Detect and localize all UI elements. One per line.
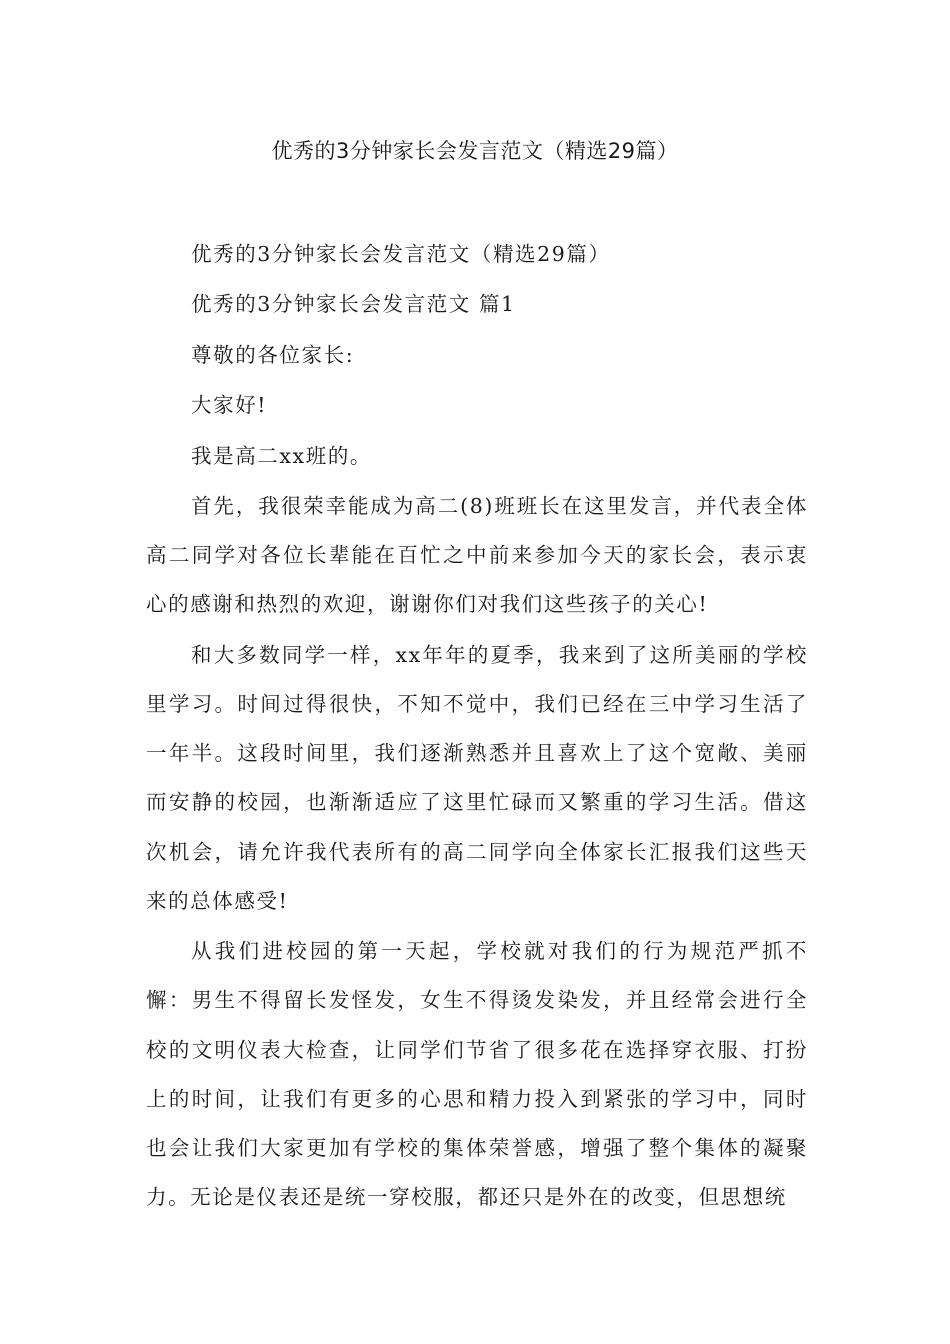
paragraph-introduction: 我是高二xx班的。 — [191, 443, 373, 468]
paragraph-subtitle: 优秀的3分钟家长会发言范文（精选29篇） — [191, 242, 611, 266]
paragraph-school-life: 和大多数同学一样，xx年年的夏季，我来到了这所美丽的学校里学习。时间过得很快，不知不觉中，我们已经在三中学习生活了一年半。这段时间里，我们逐渐熟悉并且喜欢上了这个宽敞、美丽而安静的校园，也渐渐适应了这里忙碌而又繁重的学习生活。借这次机会，请允许我代表所有的高二同学向全体家长汇报我们这些天来的总体感受! — [146, 642, 808, 913]
paragraph-thanks: 首先，我很荣幸能成为高二(8)班班长在这里发言，并代表全体高二同学对各位长辈能在百忙之中前来参加今天的家长会，表示衷心的感谢和热烈的欢迎，谢谢你们对我们这些孩子的关心! — [146, 493, 808, 617]
paragraph-greeting: 大家好! — [191, 393, 268, 418]
document-body — [146, 230, 808, 1224]
paragraph-salutation: 尊敬的各位家长: — [191, 342, 355, 367]
paragraph-discipline: 从我们进校园的第一天起，学校就对我们的行为规范严抓不懈：男生不得留长发怪发，女生不得烫发染发，并且经常会进行全校的文明仪表大检查，让同学们节省了很多花在选择穿衣服、打扮上的时间，让我们有更多的心思和精力投入到紧张的学习中，同时也会让我们大家更加有学校的集体荣誉感，增强了整个集体的凝聚力。无论是仪表还是统一穿校服，都还只是外在的改变，但思想统 — [146, 939, 808, 1210]
paragraph-section-heading: 优秀的3分钟家长会发言范文 篇1 — [191, 292, 516, 317]
document-title: 优秀的3分钟家长会发言范文（精选29篇） — [271, 139, 679, 163]
